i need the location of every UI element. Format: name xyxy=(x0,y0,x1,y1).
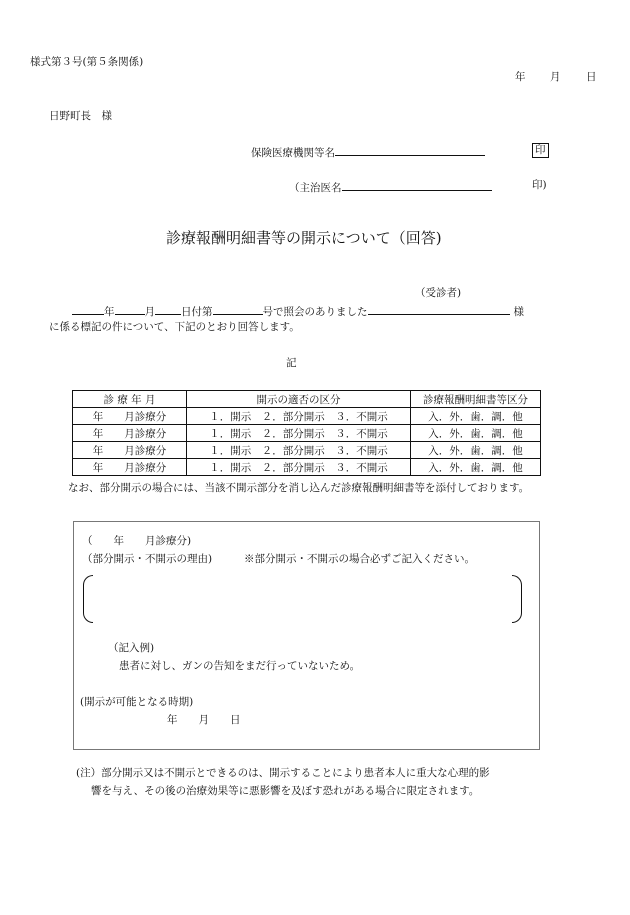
institution-seal xyxy=(532,143,549,158)
addressee: 日野町長 様 xyxy=(49,110,112,122)
year-field[interactable] xyxy=(72,304,104,315)
institution-name-field[interactable] xyxy=(335,145,485,156)
cell-disclosure[interactable]: １．開示 ２．部分開示 ３．不開示 xyxy=(187,442,411,459)
table-row xyxy=(73,425,541,442)
table-row xyxy=(73,459,541,476)
patient-name-field[interactable] xyxy=(368,304,510,315)
ki-label: 記 xyxy=(286,357,297,369)
month-field[interactable] xyxy=(115,304,145,315)
body-number-suffix: 号で照会のありました xyxy=(262,306,368,318)
cell-category[interactable]: 入．外．歯．調．他 xyxy=(411,459,541,476)
header-period: 診 療 年 月 xyxy=(73,391,187,408)
header-disclosure: 開示の適否の区分 xyxy=(187,391,411,408)
possible-label: (開示が可能となる時期) xyxy=(80,696,194,708)
reference-number-field[interactable] xyxy=(213,304,263,315)
doctor-name-field[interactable] xyxy=(342,180,492,191)
footer-note-line-2: 響を与え、その後の治療効果等に悪影響を及ぼす恐れがある場合に限定されます。 xyxy=(91,785,480,797)
example-text: 患者に対し、ガンの告知をまだ行っていないため。 xyxy=(119,660,361,672)
document-title: 診療報酬明細書等の開示について（回答) xyxy=(166,229,442,247)
body-date-suffix: 日付第 xyxy=(181,306,213,318)
recipient-label: （受診者) xyxy=(415,287,462,299)
cell-category[interactable]: 入．外．歯．調．他 xyxy=(411,408,541,425)
header-category: 診療報酬明細書等区分 xyxy=(411,391,541,408)
day-field[interactable] xyxy=(155,304,181,315)
table-row xyxy=(73,408,541,425)
body-year: 年 xyxy=(104,306,115,318)
seal-box-icon: 印 xyxy=(532,143,549,158)
left-bracket-icon xyxy=(83,575,93,623)
form-number: 様式第３号(第５条関係) xyxy=(30,56,144,68)
reason-label: （部分開示・不開示の理由) xyxy=(82,553,213,565)
note-after-table: なお、部分開示の場合には、当該不開示部分を消し込んだ診療報酬明細書等を添付しております。 xyxy=(68,482,530,494)
date-day: 日 xyxy=(586,71,597,83)
doctor-seal: 印) xyxy=(532,179,547,191)
institution-label: 保険医療機関等名 xyxy=(251,147,335,159)
footer-note-line-1: (注）部分開示又は不開示とできるのは、開示することにより患者本人に重大な心理的影 xyxy=(76,767,490,779)
table-header-row xyxy=(73,391,541,408)
disclosure-table xyxy=(72,390,541,476)
institution-line xyxy=(251,145,485,159)
cell-category[interactable]: 入．外．歯．調．他 xyxy=(411,425,541,442)
body-line-1 xyxy=(72,304,524,318)
cell-disclosure[interactable]: １．開示 ２．部分開示 ３．不開示 xyxy=(187,408,411,425)
body-honorific: 様 xyxy=(513,306,524,318)
reason-note: ※部分開示・不開示の場合必ずご記入ください。 xyxy=(244,553,475,565)
possible-date[interactable]: 年 月 日 xyxy=(167,714,241,726)
right-bracket-icon xyxy=(512,575,522,623)
box-period: （ 年 月診療分) xyxy=(82,535,192,547)
doctor-label: （主治医名 xyxy=(289,182,342,194)
body-line-2: に係る標記の件について、下記のとおり回答します。 xyxy=(49,321,300,333)
body-month: 月 xyxy=(144,306,155,318)
cell-period[interactable]: 年 月診療分 xyxy=(73,459,187,476)
date-month: 月 xyxy=(550,71,561,83)
cell-disclosure[interactable]: １．開示 ２．部分開示 ３．不開示 xyxy=(187,459,411,476)
doctor-line xyxy=(289,180,492,194)
cell-disclosure[interactable]: １．開示 ２．部分開示 ３．不開示 xyxy=(187,425,411,442)
cell-period[interactable]: 年 月診療分 xyxy=(73,408,187,425)
cell-category[interactable]: 入．外．歯．調．他 xyxy=(411,442,541,459)
example-label: （記入例) xyxy=(108,642,155,654)
cell-period[interactable]: 年 月診療分 xyxy=(73,442,187,459)
cell-period[interactable]: 年 月診療分 xyxy=(73,425,187,442)
date-year: 年 xyxy=(515,71,526,83)
reason-input-area[interactable] xyxy=(96,576,510,622)
table-row xyxy=(73,442,541,459)
